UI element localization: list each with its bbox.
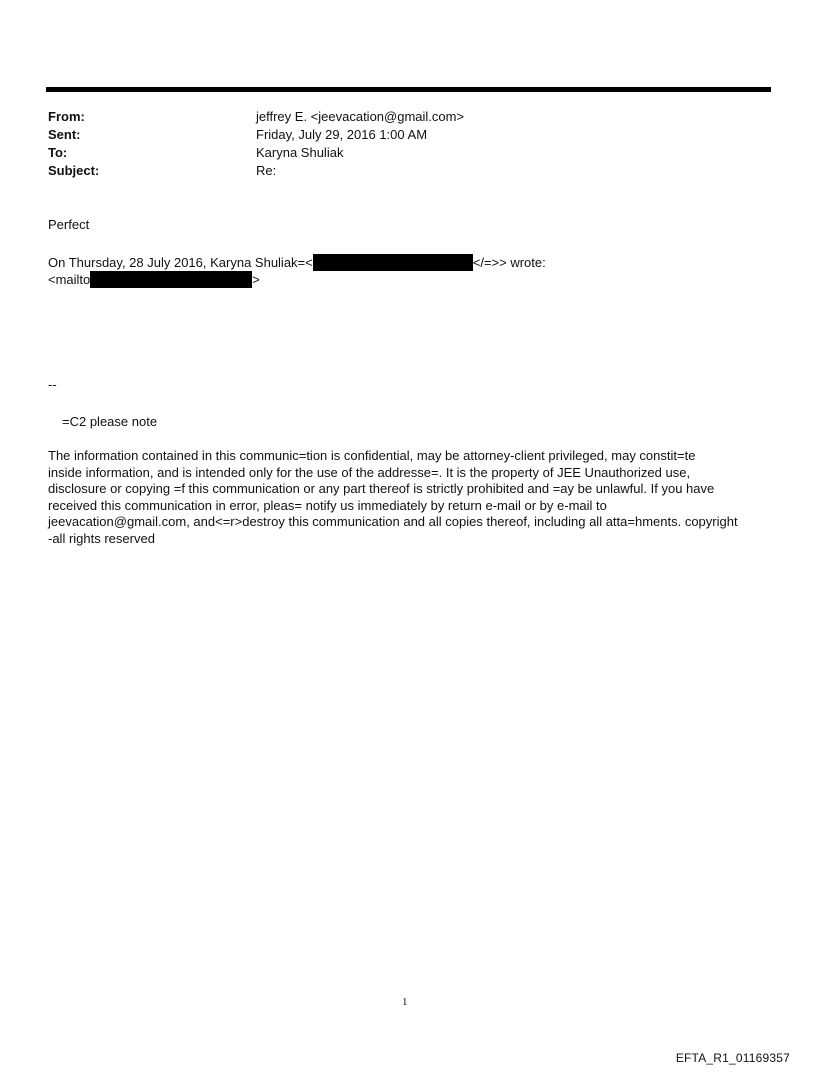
signature-note: =C2 please note [62,414,158,429]
page-number: 1 [402,996,408,1008]
redaction-block [90,271,252,288]
disclaimer-line: received this communication in error, pleas= notify us immediately by return e-mail or by e-mail to [48,497,607,513]
reply-text: Perfect [48,217,90,232]
quote-suffix: </=>> wrote: [472,255,546,270]
subject-label: Subject: [48,163,100,178]
disclaimer-line: -all rights reserved [48,530,155,546]
confidentiality-disclaimer [48,448,778,547]
to-row [48,144,768,162]
from-row [48,108,768,126]
signature-dashes: -- [48,377,57,392]
sent-value: Friday, July 29, 2016 1:00 AM [256,127,428,142]
header-rule [46,87,771,92]
from-label: From: [48,109,85,124]
email-header [48,108,768,180]
sent-label: Sent: [48,127,81,142]
mailto-prefix: <mailto [48,272,91,287]
quote-prefix: On Thursday, 28 July 2016, Karyna Shuliak=< [48,255,313,270]
from-value: jeffrey E. <jeevacation@gmail.com> [256,109,465,124]
to-value: Karyna Shuliak [256,145,344,160]
subject-row [48,162,768,180]
document-id: EFTA_R1_01169357 [675,1051,790,1065]
to-label: To: [48,145,68,160]
disclaimer-line: The information contained in this communic=tion is confidential, may be attorney-client privileged, may constit=te [48,448,696,463]
sent-row [48,126,768,144]
disclaimer-line: inside information, and is intended only for the use of the addresse=. It is the property of JEE Unauthorized use, [48,464,691,480]
disclaimer-line: jeevacation@gmail.com, and<=r>destroy this communication and all copies thereof, including all atta=hments. copyright [48,514,738,529]
quote-attribution [48,254,546,272]
mailto-suffix: > [252,272,260,287]
mailto-line [48,271,260,289]
redaction-block [313,254,473,271]
subject-value: Re: [256,163,277,178]
disclaimer-line: disclosure or copying =f this communication or any part thereof is strictly prohibited and =ay be unlawful. If you have [48,481,715,496]
